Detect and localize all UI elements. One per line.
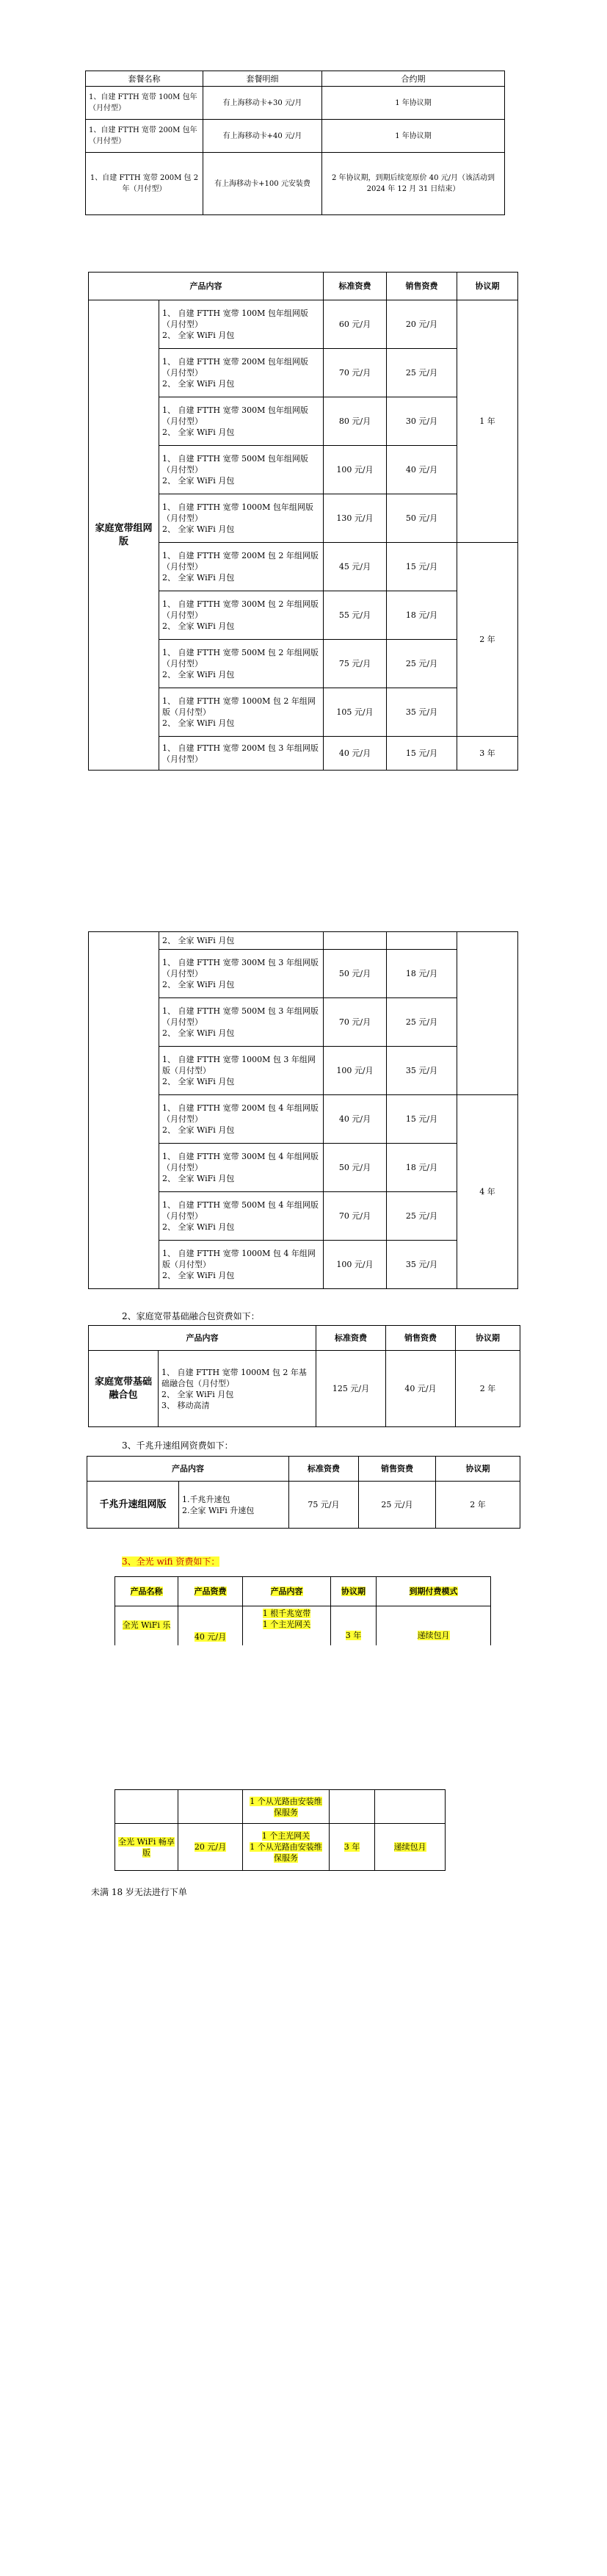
renewal-mode-cell (375, 1790, 446, 1824)
product-content-cell (243, 1824, 330, 1871)
standard-fee-cell: 70 元/月 (324, 1192, 387, 1241)
product-line: 2、 全家 WiFi 月包 (161, 1389, 234, 1399)
product-fee-cell (178, 1790, 243, 1824)
col-header-product-content: 产品内容 (243, 1577, 331, 1606)
product-line: 1 个主光网关 (262, 1620, 311, 1629)
product-line: 1、 自建 FTTH 宽带 100M 包年组网版（月付型） (162, 309, 308, 329)
product-fee-cell: 20 元/月 (178, 1824, 243, 1871)
col-header-product-content: 产品内容 (89, 1326, 316, 1351)
product-content-cell (159, 640, 324, 688)
product-content-cell (159, 998, 324, 1047)
product-content-cell (159, 1351, 316, 1427)
sale-fee-cell: 35 元/月 (387, 1047, 457, 1095)
col-header-product-content: 产品内容 (87, 1457, 289, 1482)
standard-fee-cell: 60 元/月 (324, 300, 387, 349)
col-header-standard-fee: 标准资费 (316, 1326, 386, 1351)
term-cell (457, 932, 518, 1095)
col-header-standard-fee: 标准资费 (289, 1457, 359, 1482)
product-content-cell (159, 300, 324, 349)
section-heading-gigabit-upgrade: 3、千兆升速组网资费如下： (122, 1440, 233, 1451)
sale-fee-cell: 15 元/月 (387, 1095, 457, 1144)
sale-fee-cell (387, 932, 457, 950)
contract-term-cell: 2 年协议期，到期后续宽原价 40 元/月（该活动到 2024 年 12 月 31 日结束） (322, 153, 505, 215)
standard-fee-cell: 70 元/月 (324, 349, 387, 397)
product-line: 1 根千兆宽带 (262, 1609, 311, 1618)
plan-detail-cell: 有上海移动卡+40 元/月 (203, 120, 322, 153)
product-name-cell: 全光 WiFi 乐 (115, 1606, 178, 1646)
table-row (89, 932, 518, 950)
plan-name-cell: 1、自建 FTTH 宽带 200M 包 2 年（月付型） (86, 153, 203, 215)
product-line: 2、 全家 WiFi 月包 (162, 1125, 235, 1135)
product-name-cell: 全光 WiFi 畅享版 (115, 1824, 178, 1871)
col-header-plan-name: 套餐名称 (86, 71, 203, 87)
standard-fee-cell: 100 元/月 (324, 1241, 387, 1289)
plan-name-cell: 1、自建 FTTH 宽带 200M 包年（月付型） (86, 120, 203, 153)
product-line: 1、 自建 FTTH 宽带 300M 包 3 年组网版（月付型） (162, 958, 319, 978)
renewal-mode-cell: 递续包月 (377, 1606, 491, 1646)
product-content-cell (159, 737, 324, 771)
product-line: 1、 自建 FTTH 宽带 500M 包年组网版（月付型） (162, 454, 308, 475)
product-line: 2、 全家 WiFi 月包 (162, 1028, 235, 1038)
product-line: 2、 全家 WiFi 月包 (162, 670, 235, 679)
term-cell: 4 年 (457, 1095, 518, 1289)
product-content-cell (159, 1144, 324, 1192)
standard-fee-cell: 100 元/月 (324, 446, 387, 494)
table-row (115, 1824, 446, 1871)
group-label-cell: 家庭宽带基础融合包 (89, 1351, 159, 1427)
product-line: 1、 自建 FTTH 宽带 1000M 包年组网版（月付型） (162, 502, 313, 523)
standard-fee-cell: 80 元/月 (324, 397, 387, 446)
term-cell: 2 年 (436, 1482, 520, 1529)
product-line: 1、 自建 FTTH 宽带 1000M 包 2 年基础融合包（月付型） (161, 1367, 307, 1388)
sale-fee-cell: 25 元/月 (387, 1192, 457, 1241)
col-header-sale-fee: 销售资费 (359, 1457, 436, 1482)
product-line: 1 个从光路由安装维保服务 (250, 1842, 322, 1863)
product-line: 1、 自建 FTTH 宽带 500M 包 4 年组网版（月付型） (162, 1200, 319, 1221)
product-line: 2、 全家 WiFi 月包 (162, 1222, 235, 1232)
col-header-contract-term: 合约期 (322, 71, 505, 87)
standard-fee-cell: 40 元/月 (324, 737, 387, 771)
sale-fee-cell: 20 元/月 (387, 300, 457, 349)
product-content-cell (159, 494, 324, 543)
col-header-plan-detail: 套餐明细 (203, 71, 322, 87)
sale-fee-cell: 30 元/月 (387, 397, 457, 446)
term-cell: 1 年 (457, 300, 518, 543)
table-row (86, 120, 505, 153)
renewal-mode-cell: 递续包月 (375, 1824, 446, 1871)
sale-fee-cell: 25 元/月 (387, 998, 457, 1047)
sale-fee-cell: 15 元/月 (387, 737, 457, 771)
product-line: 1、 自建 FTTH 宽带 500M 包 3 年组网版（月付型） (162, 1006, 319, 1027)
contract-term-cell: 1 年协议期 (322, 120, 505, 153)
product-line: 2、 全家 WiFi 月包 (162, 718, 235, 728)
all-optical-wifi-table (115, 1576, 491, 1645)
sale-fee-cell: 40 元/月 (387, 446, 457, 494)
standard-fee-cell: 55 元/月 (324, 591, 387, 640)
sale-fee-cell: 35 元/月 (387, 1241, 457, 1289)
contract-term-cell: 1 年协议期 (322, 87, 505, 120)
plan-name-cell: 1、自建 FTTH 宽带 100M 包年（月付型） (86, 87, 203, 120)
term-cell: 2 年 (457, 543, 518, 737)
col-header-term: 协议期 (331, 1577, 377, 1606)
term-cell: 3 年 (457, 737, 518, 771)
product-line: 2、 全家 WiFi 月包 (162, 1077, 235, 1086)
sale-fee-cell: 35 元/月 (387, 688, 457, 737)
table-row (89, 1351, 520, 1427)
product-content-cell (159, 543, 324, 591)
sale-fee-cell: 18 元/月 (387, 591, 457, 640)
basic-fusion-table (88, 1325, 520, 1427)
col-header-standard-fee: 标准资费 (324, 273, 387, 300)
sale-fee-cell: 18 元/月 (387, 950, 457, 998)
gigabit-upgrade-table (87, 1456, 520, 1529)
standard-fee-cell: 100 元/月 (324, 1047, 387, 1095)
product-line: 1 个主光网关 (261, 1831, 310, 1841)
product-content-cell (159, 1047, 324, 1095)
term-cell: 3 年 (330, 1824, 375, 1871)
product-fee-cell: 40 元/月 (178, 1606, 243, 1646)
product-content-cell (159, 397, 324, 446)
plan-summary-table (85, 71, 505, 215)
sale-fee-cell: 25 元/月 (387, 349, 457, 397)
product-line: 2、 全家 WiFi 月包 (162, 621, 235, 631)
table-row (115, 1606, 491, 1646)
group-label-cell: 千兆升速组网版 (87, 1482, 179, 1529)
standard-fee-cell: 40 元/月 (324, 1095, 387, 1144)
term-cell (330, 1790, 375, 1824)
table-row (86, 153, 505, 215)
col-header-product-fee: 产品资费 (178, 1577, 243, 1606)
product-line: 1、 自建 FTTH 宽带 500M 包 2 年组网版（月付型） (162, 648, 319, 668)
product-line: 1.千兆升速包 (182, 1494, 230, 1504)
plan-detail-cell: 有上海移动卡+30 元/月 (203, 87, 322, 120)
col-header-product-name: 产品名称 (115, 1577, 178, 1606)
product-line: 1、 自建 FTTH 宽带 1000M 包 3 年组网版（月付型） (162, 1055, 316, 1075)
home-broadband-network-table-continued (88, 931, 518, 1289)
col-header-term: 协议期 (436, 1457, 520, 1482)
table-row (115, 1790, 446, 1824)
product-line: 1、 自建 FTTH 宽带 200M 包 3 年组网版（月付型） (162, 743, 319, 764)
age-restriction-note: 未满 18 岁无法进行下单 (91, 1887, 187, 1897)
standard-fee-cell: 75 元/月 (324, 640, 387, 688)
product-line: 2、 全家 WiFi 月包 (162, 379, 235, 389)
standard-fee-cell: 130 元/月 (324, 494, 387, 543)
standard-fee-cell: 45 元/月 (324, 543, 387, 591)
standard-fee-cell: 50 元/月 (324, 950, 387, 998)
standard-fee-cell: 105 元/月 (324, 688, 387, 737)
product-line: 1 个从光路由安装维保服务 (250, 1796, 322, 1817)
product-line: 3、 移动高清 (161, 1400, 210, 1410)
product-content-cell (159, 1095, 324, 1144)
product-line: 1、 自建 FTTH 宽带 1000M 包 4 年组网版（月付型） (162, 1249, 316, 1269)
all-optical-wifi-table-continued (115, 1789, 446, 1871)
product-content-cell (159, 1192, 324, 1241)
product-line: 2、 全家 WiFi 月包 (162, 427, 235, 437)
standard-fee-cell (324, 932, 387, 950)
product-content-cell (159, 446, 324, 494)
term-cell: 2 年 (456, 1351, 520, 1427)
col-header-term: 协议期 (457, 273, 518, 300)
product-content-cell (159, 591, 324, 640)
col-header-sale-fee: 销售资费 (386, 1326, 456, 1351)
product-line: 1、 自建 FTTH 宽带 1000M 包 2 年组网版（月付型） (162, 696, 316, 717)
col-header-product-content: 产品内容 (89, 273, 324, 300)
sale-fee-cell: 25 元/月 (387, 640, 457, 688)
product-line: 1、 自建 FTTH 宽带 300M 包 2 年组网版（月付型） (162, 599, 319, 620)
product-line: 2、 全家 WiFi 月包 (162, 524, 235, 534)
product-line: 2、 全家 WiFi 月包 (162, 573, 235, 582)
product-line: 1、 自建 FTTH 宽带 300M 包年组网版（月付型） (162, 405, 308, 426)
product-line: 1、 自建 FTTH 宽带 200M 包年组网版（月付型） (162, 357, 308, 378)
all-optical-wifi-table-clip (115, 1576, 492, 1645)
group-label-cell (89, 932, 159, 1289)
product-content-cell: 2、 全家 WiFi 月包 (159, 932, 324, 950)
product-content-cell (159, 349, 324, 397)
group-label-cell: 家庭宽带组网版 (89, 300, 159, 771)
sale-fee-cell: 40 元/月 (386, 1351, 456, 1427)
standard-fee-cell: 50 元/月 (324, 1144, 387, 1192)
product-content-cell (243, 1606, 331, 1646)
product-line: 2.全家 WiFi 升速包 (182, 1505, 255, 1515)
sale-fee-cell: 25 元/月 (359, 1482, 436, 1529)
sale-fee-cell: 50 元/月 (387, 494, 457, 543)
product-line: 2、 全家 WiFi 月包 (162, 1174, 235, 1183)
product-line: 1、 自建 FTTH 宽带 300M 包 4 年组网版（月付型） (162, 1152, 319, 1172)
home-broadband-network-table (88, 272, 518, 771)
table-row (87, 1482, 520, 1529)
product-content-cell (159, 688, 324, 737)
product-line: 2、 全家 WiFi 月包 (162, 331, 235, 340)
product-line: 2、 全家 WiFi 月包 (162, 476, 235, 486)
standard-fee-cell: 75 元/月 (289, 1482, 359, 1529)
product-line: 2、 全家 WiFi 月包 (162, 980, 235, 989)
col-header-renewal-mode: 到期付费模式 (377, 1577, 491, 1606)
sale-fee-cell: 15 元/月 (387, 543, 457, 591)
standard-fee-cell: 125 元/月 (316, 1351, 386, 1427)
col-header-sale-fee: 销售资费 (387, 273, 457, 300)
section-heading-all-optical-wifi (122, 1556, 219, 1567)
product-content-cell (159, 1241, 324, 1289)
section-heading-basic-fusion: 2、家庭宽带基础融合包资费如下： (122, 1311, 260, 1321)
product-line: 1、 自建 FTTH 宽带 200M 包 2 年组网版（月付型） (162, 551, 319, 571)
col-header-term: 协议期 (456, 1326, 520, 1351)
plan-detail-cell: 有上海移动卡+100 元安装费 (203, 153, 322, 215)
term-cell: 3 年 (331, 1606, 377, 1646)
product-line: 2、 全家 WiFi 月包 (162, 1271, 235, 1280)
sale-fee-cell: 18 元/月 (387, 1144, 457, 1192)
table-row (86, 87, 505, 120)
product-content-cell (159, 950, 324, 998)
table-row (89, 300, 518, 349)
product-content-cell (179, 1482, 289, 1529)
standard-fee-cell: 70 元/月 (324, 998, 387, 1047)
product-content-cell (243, 1790, 330, 1824)
highlighted-heading-text: 3、全光 wifi 资费如下： (122, 1556, 220, 1567)
product-line: 1、 自建 FTTH 宽带 200M 包 4 年组网版（月付型） (162, 1103, 319, 1124)
product-name-cell (115, 1790, 178, 1824)
